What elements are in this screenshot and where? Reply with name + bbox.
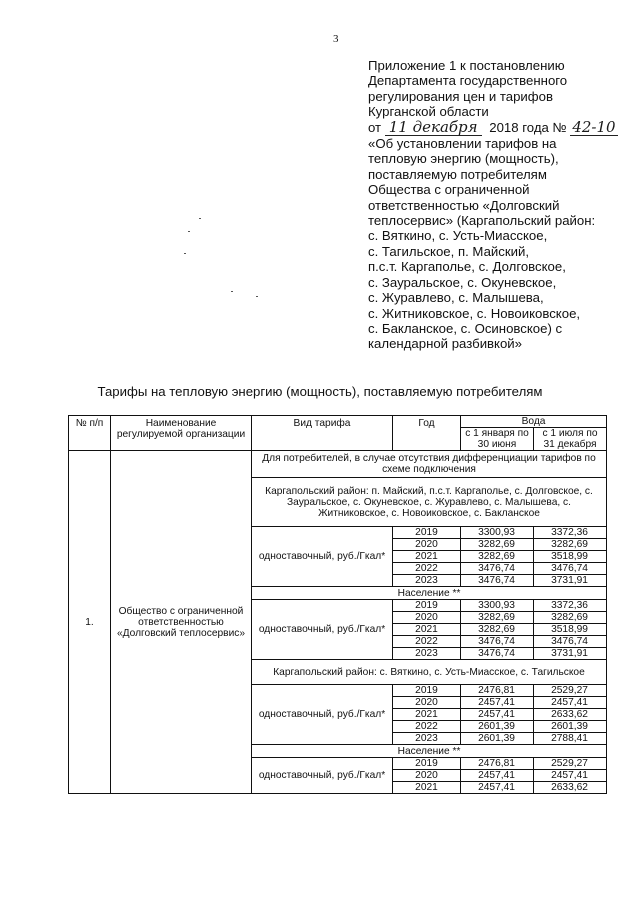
header-organization: Наименование регулируемой организации <box>111 416 252 451</box>
year-cell: 2021 <box>393 624 461 636</box>
year-cell: 2020 <box>393 612 461 624</box>
tariff-type-label: одноставочный, руб./Гкал* <box>252 600 393 660</box>
appendix-title-line: поставляемую потребителям <box>368 166 547 182</box>
year-cell: 2019 <box>393 527 461 539</box>
tariff-value: 2601,39 <box>461 721 534 733</box>
appendix-title-line: с. Журавлево, с. Малышева, <box>368 290 544 306</box>
appendix-line: Приложение 1 к постановлению <box>368 58 565 73</box>
tariff-value: 3476,74 <box>461 648 534 660</box>
year-cell: 2020 <box>393 539 461 551</box>
tariff-type-label: одноставочный, руб./Гкал* <box>252 527 393 587</box>
handwritten-number: 42-10 <box>572 117 616 136</box>
appendix-line: регулирования цен и тарифов <box>368 88 553 104</box>
tariff-value: 3282,69 <box>461 612 534 624</box>
appendix-title-line: тепловую энергию (мощность), <box>368 151 559 167</box>
header-period-2: с 1 июля по 31 декабря <box>534 428 607 451</box>
tariff-value: 2529,27 <box>534 685 607 697</box>
tariff-value: 2529,27 <box>534 758 607 770</box>
row-number: 1. <box>69 451 111 794</box>
tariff-value: 2457,41 <box>461 709 534 721</box>
appendix-block <box>368 58 628 352</box>
tariff-type-label: одноставочный, руб./Гкал* <box>252 758 393 794</box>
year-cell: 2022 <box>393 721 461 733</box>
scan-speck <box>184 253 186 254</box>
year-cell: 2022 <box>393 636 461 648</box>
appendix-title-line: календарной разбивкой» <box>368 336 523 352</box>
appendix-title-line: «Об установлении тарифов на <box>368 136 557 152</box>
tariff-value: 3372,36 <box>534 600 607 612</box>
area-heading: Каргапольский район: с. Вяткино, с. Усть-Миасское, с. Тагильское <box>252 660 607 685</box>
organization-name: Общество с ограниченной ответственностью «Долговский теплосервис» <box>111 451 252 794</box>
appendix-title-line: с. Тагильское, п. Майский, <box>368 243 530 259</box>
header-water: Вода <box>461 416 607 428</box>
year-cell: 2019 <box>393 758 461 770</box>
appendix-line: Курганской области <box>368 104 489 120</box>
appendix-title-line: Общества с ограниченной <box>368 182 530 198</box>
year-cell: 2020 <box>393 697 461 709</box>
year-cell: 2019 <box>393 685 461 697</box>
year-cell: 2021 <box>393 782 461 794</box>
tariff-value: 2633,62 <box>534 782 607 794</box>
appendix-title-line: с. Бакланское, с. Осиновское) с <box>368 320 563 336</box>
scan-speck <box>231 291 233 292</box>
tariff-value: 3282,69 <box>534 539 607 551</box>
tariff-value: 3731,91 <box>534 648 607 660</box>
tariff-value: 3476,74 <box>461 563 534 575</box>
tariff-value: 2457,41 <box>534 697 607 709</box>
year-text: 2018 года № <box>489 119 567 135</box>
scan-speck <box>256 296 258 297</box>
year-cell: 2021 <box>393 709 461 721</box>
tariff-value: 3282,69 <box>534 612 607 624</box>
population-heading: Население ** <box>252 587 607 600</box>
tariff-value: 2476,81 <box>461 685 534 697</box>
tariff-value: 3476,74 <box>534 563 607 575</box>
tariff-value: 2601,39 <box>534 721 607 733</box>
tariff-value: 3300,93 <box>461 527 534 539</box>
scan-speck <box>199 218 201 219</box>
table-title: Тарифы на тепловую энергию (мощность), поставляемую потребителям <box>97 384 543 399</box>
tariff-value: 2788,41 <box>534 733 607 745</box>
tariff-value: 2457,41 <box>461 697 534 709</box>
year-cell: 2021 <box>393 551 461 563</box>
appendix-title-line: с. Житниковское, с. Новоиковское, <box>368 305 581 321</box>
handwritten-date: 11 декабря <box>385 120 482 136</box>
area-heading: Каргапольский район: п. Майский, п.с.т. Каргаполье, с. Долговское, с. Зауральское, с. Окуневское, с. Журавлево, с. Малышева, с. Житниковское, с. Новоиковское, с. Бакланское <box>252 478 607 527</box>
year-cell: 2023 <box>393 648 461 660</box>
tariff-value: 3731,91 <box>534 575 607 587</box>
year-cell: 2020 <box>393 770 461 782</box>
header-num: № п/п <box>69 416 111 451</box>
appendix-title-line: теплосервис» (Каргапольский район: <box>368 213 596 229</box>
tariff-value: 3282,69 <box>461 539 534 551</box>
year-cell: 2023 <box>393 575 461 587</box>
year-cell: 2023 <box>393 733 461 745</box>
header-year: Год <box>393 416 461 451</box>
tariff-value: 3476,74 <box>461 636 534 648</box>
tariff-value: 2457,41 <box>461 782 534 794</box>
appendix-title-line: ответственностью «Долговский <box>368 197 560 213</box>
tariff-value: 3282,69 <box>461 624 534 636</box>
year-cell: 2019 <box>393 600 461 612</box>
appendix-title-line: п.с.т. Каргаполье, с. Долговское, <box>368 259 566 275</box>
appendix-title-line: с. Зауральское, с. Окуневское, <box>368 274 557 290</box>
tariff-value: 3476,74 <box>534 636 607 648</box>
tariff-type-label: одноставочный, руб./Гкал* <box>252 685 393 745</box>
tariff-value: 3476,74 <box>461 575 534 587</box>
tariff-value: 3300,93 <box>461 600 534 612</box>
population-heading: Население ** <box>252 745 607 758</box>
tariff-table <box>68 415 607 794</box>
scan-speck <box>188 231 190 232</box>
tariff-value: 2633,62 <box>534 709 607 721</box>
header-tariff-type: Вид тарифа <box>252 416 393 451</box>
tariff-value: 3518,99 <box>534 551 607 563</box>
date-prefix: от <box>368 119 382 135</box>
tariff-value: 2457,41 <box>534 770 607 782</box>
resolution-date-line <box>368 117 628 136</box>
tariff-value: 3372,36 <box>534 527 607 539</box>
tariff-value: 2601,39 <box>461 733 534 745</box>
appendix-line: Департамента государственного <box>368 73 568 89</box>
tariff-value: 3282,69 <box>461 551 534 563</box>
no-differentiation-note: Для потребителей, в случае отсутствия дифференциации тарифов по схеме подключения <box>252 451 607 478</box>
appendix-title-line: с. Вяткино, с. Усть-Миасское, <box>368 228 548 244</box>
tariff-value: 2457,41 <box>461 770 534 782</box>
tariff-value: 3518,99 <box>534 624 607 636</box>
page-number: 3 <box>333 33 339 45</box>
header-period-1: с 1 января по 30 июня <box>461 428 534 451</box>
tariff-value: 2476,81 <box>461 758 534 770</box>
year-cell: 2022 <box>393 563 461 575</box>
